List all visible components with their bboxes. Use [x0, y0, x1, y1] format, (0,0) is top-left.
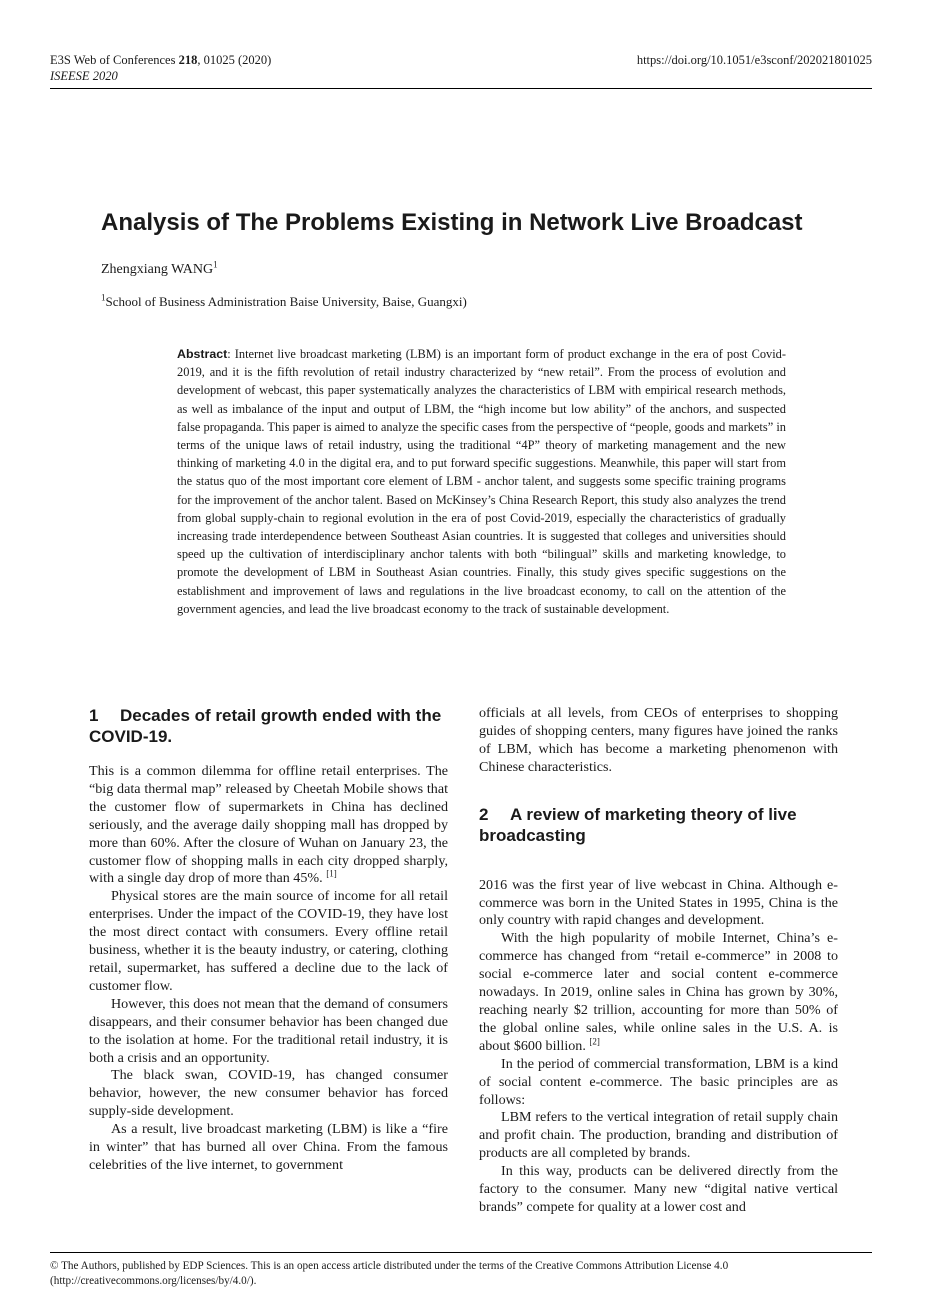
doi-link[interactable]: https://doi.org/10.1051/e3sconf/202021801025	[636, 53, 872, 67]
section-1-paragraph-5-continued: officials at all levels, from CEOs of enterprises to shopping guides of shopping centers, many figures have joined the ranks of LBM, which has become a marketing phenomenon with Chinese characteristics.	[479, 705, 838, 775]
section-1-paragraph-1-text: This is a common dilemma for offline retail enterprises. The “big data thermal map” released by Cheetah Mobile shows that the customer flow of supermarkets in China has declined seriously, and the average daily shopping mall has dropped by more than 60%. After the closure of Wuhan on January 23, the customer flow of shopping malls in each city dropped sharply, with a single day drop of more than 45%.	[89, 763, 448, 887]
license-footer	[50, 1259, 872, 1289]
author-name: Zhengxiang WANG	[101, 262, 214, 277]
affiliation-mark: 1	[101, 292, 106, 303]
section-1-number: 1	[89, 706, 99, 725]
license-url[interactable]: (http://creativecommons.org/licenses/by/4.0/).	[50, 1275, 257, 1287]
journal-article-number: , 01025 (2020)	[197, 53, 272, 67]
affiliation-text: School of Business Administration Baise University, Baise, Guangxi)	[105, 294, 467, 309]
section-1-heading	[89, 705, 448, 747]
citation-1[interactable]: [1]	[326, 868, 337, 879]
section-1-paragraph-2: Physical stores are the main source of income for all retail enterprises. Under the impact of the COVID-19, they have lost the most direct contact with consumers. Every offline retail business, whether it is the beauty industry, or catering, clothing retail, supermarket, has suffered a decline due to the lack of customer flow.	[89, 888, 448, 994]
section-2-heading	[479, 804, 838, 846]
running-header-left	[50, 52, 271, 84]
journal-name: E3S Web of Conferences	[50, 53, 179, 67]
section-1-title: Decades of retail growth ended with the COVID-19.	[89, 706, 442, 746]
paper-title: Analysis of The Problems Existing in Network Live Broadcast	[101, 209, 803, 236]
section-2-paragraph-2	[479, 930, 838, 1055]
citation-2[interactable]: [2]	[589, 1036, 600, 1047]
section-2-paragraph-2-text: With the high popularity of mobile Internet, China’s e-commerce has changed from “retail e-commerce” in 2008 to social e-commerce later and social content e-commerce nowadays. In 2019, online sales in China has grown by 30%, reaching nearly $2 trillion, accounting for more than 50% of the global online sales, while online sales in the U.S. A. is about $600 billion.	[479, 930, 838, 1054]
license-line-1: © The Authors, published by EDP Sciences. This is an open access article distributed under the terms of the Creative Commons Attribution License 4.0	[50, 1260, 729, 1272]
header-divider	[50, 88, 872, 89]
footer-divider	[50, 1252, 872, 1253]
author-affiliation-mark: 1	[213, 259, 218, 270]
affiliation-line	[101, 294, 467, 310]
section-1-paragraph-4: The black swan, COVID-19, has changed consumer behavior, however, the new consumer behavior has forced supply-side development.	[89, 1067, 448, 1120]
section-2-number: 2	[479, 804, 489, 824]
journal-volume: 218	[178, 53, 198, 67]
abstract	[177, 345, 786, 618]
section-2-paragraph-4: LBM refers to the vertical integration of retail supply chain and profit chain. The production, branding and distribution of products are all completed by brands.	[479, 1109, 838, 1162]
section-1-paragraph-3: However, this does not mean that the demand of consumers disappears, and their consumer behavior has been changed due to the isolation at home. For the traditional retail industry, it is both a crisis and an opportunity.	[89, 995, 448, 1066]
section-2-paragraph-1: 2016 was the first year of live webcast in China. Although e-commerce was born in the United States in 1995, China is the only country with rapid changes and development.	[479, 876, 838, 929]
section-2-paragraph-3: In the period of commercial transformation, LBM is a kind of social content e-commerce. The basic principles are as follows:	[479, 1055, 838, 1108]
abstract-label: Abstract	[177, 347, 228, 361]
section-2-title: A review of marketing theory of live broadcasting	[479, 804, 797, 845]
section-1-paragraph-5: As a result, live broadcast marketing (LBM) is like a “fire in winter” that has burned all over China. From the famous celebrities of the live internet, to government	[89, 1121, 448, 1173]
conference-name: ISEESE 2020	[50, 69, 118, 83]
journal-line	[50, 52, 271, 68]
left-column	[89, 705, 448, 1175]
abstract-text: : Internet live broadcast marketing (LBM) is an important form of product exchange in the era of post Covid-2019, and it is the fifth revolution of retail industry characterized by “new retail”. From the process of evolution and development of webcast, this paper systematically analyzes the characteristics of LBM with empirical research methods, as well as imbalance of the input and output of LBM, the “high income but low ability” of the anchors, and suspected false propaganda. This paper is aimed to analyze the specific cases from the perspective of “people, goods and markets” in terms of the unique laws of retail industry, using the traditional “4P” theory of marketing management and the new thinking of marketing 4.0 in the digital era, and to put forward specific suggestions. Meanwhile, this paper will start from the status quo of the most important core element of LBM - anchor talent, and suggests some specific training programs for the improvement of the anchor talent. Based on McKinsey’s China Research Report, this study also analyzes the trend from global supply-chain to regional evolution in the era of post Covid-2019, especially the characteristics of gradually increasing trade interdependence between Southeast Asian countries. It is suggested that colleges and universities should speed up the cultivation of interdisciplinary anchor talents with both “bilingual” skills and marketing knowledge, to promote the development of LBM in Southeast Asian countries. Finally, this study gives specific suggestions on the establishment and improvement of laws and regulations in the live broadcast economy, to call on the attention of the government agencies, and lead the live broadcast economy to the track of sustainable development.	[177, 347, 786, 616]
right-column	[479, 705, 838, 1217]
section-2-paragraph-5: In this way, products can be delivered directly from the factory to the consumer. Many new “digital native vertical brands” compete for quality at a lower cost and	[479, 1163, 838, 1215]
section-1-paragraph-1	[89, 763, 448, 888]
author-line	[101, 259, 218, 278]
